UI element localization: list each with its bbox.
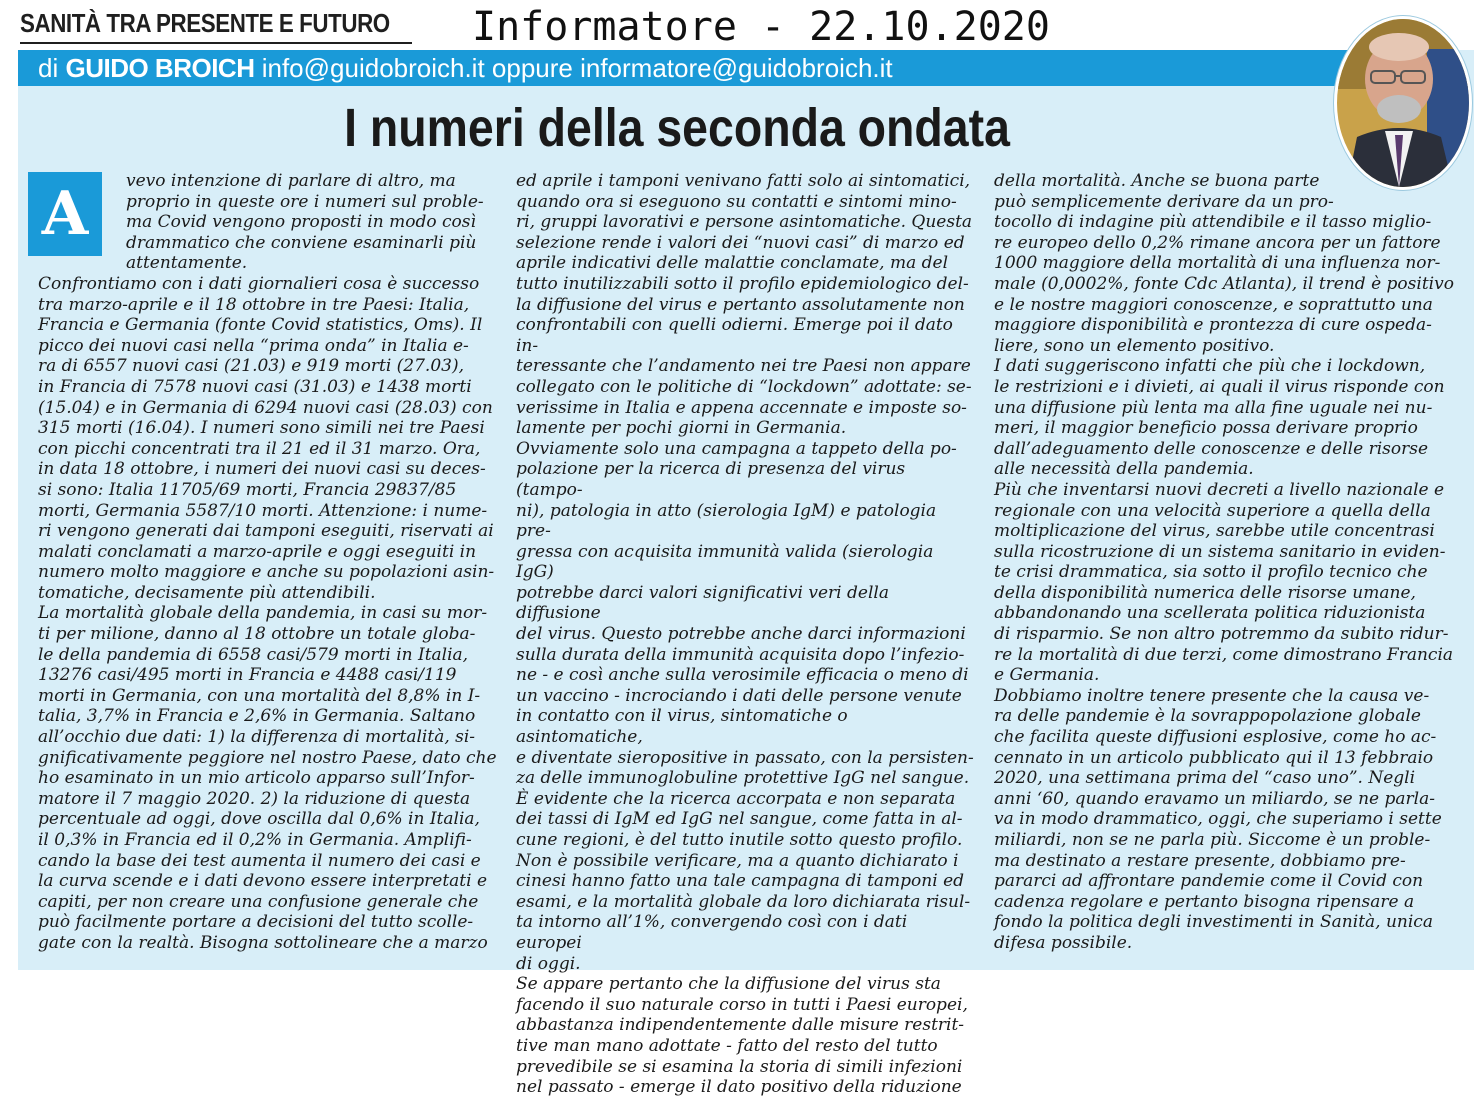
paragraph: I dati suggeriscono infatti che più che i lockdown, le restrizioni e i divieti, ai quali il virus risponde con una diffusione più lenta ma alla fine uguale nei nu- meri, il maggior beneficio possa derivare proprio dall’adeguamento delle conoscenze e delle risorse alle necessità della pandemia. [994,356,1445,480]
author-name: GUIDO BROICH [65,53,255,83]
article-column-3 [994,171,1454,971]
paragraph: Non è possibile verificare, ma a quanto dichiarato i cinesi hanno fatto una tale campagna di tamponi ed esami, e la mortalità globale da loro dichiarata risul- ta intorno all’1%, convergendo così con i dati europei di oggi. [516,850,971,974]
paragraph: Dobbiamo inoltre tenere presente che la causa ve- ra delle pandemie è la sovrappopolazione globale che facilita queste diffusioni esplosive, come ho ac- cennato in un articolo pubblicato qui il 13 febbraio 2020, una settimana prima del “caso uno”. Negli anni ‘60, quando eravamo un miliardo, se ne parla- va in modo drammatico, oggi, che superiamo i sette miliardi, non se ne parla più. Siccome è un proble- ma destinato a restare presente, dobbiamo pre- pararci ad affrontare pandemie come il Covid con cadenza regolare e pertanto bisogna ripensare a fondo la politica degli investimenti in Sanità, unica difesa possibile. [994,685,1442,953]
article-column-2 [516,171,976,1098]
paragraph: La mortalità globale della pandemia, in casi su mor- ti per milione, danno al 18 ottobre un totale globa- le della pandemia di 6558 casi/579 morti in Italia, 13276 casi/495 morti in Francia e 4488 casi/119 morti in Germania, con una mortalità del 8,8% in I- talia, 3,7% in Francia e 2,6% in Germania. Saltano all’occhio due dati: 1) la differenza di mortalità, si- gnificativamente peggiore nel nostro Paese, dato che ho esaminato in un mio articolo apparso sull’Infor- matore il 7 maggio 2020. 2) la riduzione di questa percentuale ad oggi, dove oscilla dal 0,6% in Italia, il 0,3% in Francia ed il 0,2% in Germania. Amplifi- cando la base dei test aumenta il numero dei casi e la curva scende e i dati devono essere interpretati e capiti, per non creare una confusione generale che può facilmente portare a decisioni del tutto scolle- gate con la realtà. Bisogna sottolineare che a marzo [38,603,497,953]
source-date-title: Informatore - 22.10.2020 [472,4,1050,50]
byline-prefix: di [38,53,59,83]
drop-cap: A [28,172,102,256]
rubric-underline [20,42,412,44]
author-portrait-image [1337,19,1469,187]
article-headline: I numeri della seconda ondata [344,98,1010,158]
paragraph: Se appare pertanto che la diffusione del virus sta facendo il suo naturale corso in tutti i Paesi europei, abbastanza indipendentemente dalle misure restrit- tive man mano adottate - fatto del resto del tutto prevedibile se si esamina la storia di simili infezioni nel passato - emerge il dato positivo della riduzione [516,974,968,1098]
paragraph: ed aprile i tamponi venivano fatti solo ai sintomatici, quando ora si eseguono su contatti e sintomi mino- ri, gruppi lavorativi e persone asintomatiche. Questa selezione rende i valori dei “nuovi casi” di marzo ed aprile indicativi delle malattie conclamate, ma del tutto inutilizzabili sotto il profilo epidemiologico del- la diffusione del virus e pertanto assolutamente non confrontabili con quelli odierni. Emerge poi il dato in- teressante che l’andamento nei tre Paesi non appare collegato con le politiche di “lockdown” adottate: se- verissime in Italia e appena accennate e imposte so- lamente per pochi giorni in Germania. [516,171,973,439]
paragraph: È evidente che la ricerca accorpata e non separata dei tassi di IgM ed IgG nel sangue, come fatta in al- cune regioni, è del tutto inutile sotto questo profilo. [516,788,963,850]
paragraph: della mortalità. Anche se buona parte può semplicemente derivare da un pro- tocollo di indagine più attendibile e il tasso miglio- re europeo dello 0,2% rimane ancora per un fattore 1000 maggiore della mortalità di una influenza nor- male (0,0002%, fonte Cdc Atlanta), il trend è positivo e le nostre maggiori conoscenze, e soprattutto una maggiore disponibilità e prontezza di cure ospeda- liere, sono un elemento positivo. [994,171,1454,356]
byline-bar [18,50,1428,86]
author-contacts: info@guidobroich.it oppure informatore@guidobroich.it [261,53,893,83]
article-column-1 [38,171,498,971]
paragraph: Confrontiamo con i dati giornalieri cosa è successo tra marzo-aprile e il 18 ottobre in tre Paesi: Italia, Francia e Germania (fonte Covid statistics, Oms). Il picco dei nuovi casi nella “prima onda” in Italia e- ra di 6557 nuovi casi (21.03) e 919 morti (27.03), in Francia di 7578 nuovi casi (31.03) e 1438 morti (15.04) e in Germania di 6294 nuovi casi (28.03) con 315 morti (16.04). I numeri sono simili nei tre Paesi con picchi concentrati tra il 21 ed il 31 marzo. Ora, in data 18 ottobre, i numeri dei nuovi casi su deces- si sono: Italia 11705/69 morti, Francia 29837/85 morti, Germania 5587/10 morti. Attenzione: i nume- ri vengono generati dai tamponi eseguiti, riservati ai malati conclamati a marzo-aprile e oggi eseguiti in numero molto maggiore e anche su popolazioni asin- tomatiche, decisamente più attendibili. [38,273,495,603]
author-photo [1334,16,1472,190]
paragraph: Più che inventarsi nuovi decreti a livello nazionale e regionale con una velocità superiore a quella della moltiplicazione del virus, sarebbe utile concentrasi sulla ricostruzione di un sistema sanitario in eviden- te crisi drammatica, sia sotto il profilo tecnico che della disponibilità numerica delle risorse umane, abbandonando una scellerata politica riduzionista di risparmio. Se non altro potremmo da subito ridur- re la mortalità di due terzi, come dimostrano Francia e Germania. [994,479,1454,686]
paragraph: Ovviamente solo una campagna a tappeto della po- polazione per la ricerca di presenza del virus (tampo- ni), patologia in atto (sierologia IgM) e patologia pre- gressa con acquisita immunità valida (sierologia IgG) potrebbe darci valori significativi veri della diffusione del virus. Questo potrebbe anche darci informazioni sulla durata della immunità acquisita dopo l’infezio- ne - e così anche sulla verosimile efficacia o meno di un vaccino - incrociando i dati delle persone venute in contatto con il virus, sintomatiche o asintomatiche, e diventate sieropositive in passato, con la persisten- za delle immunoglobuline protettive IgG nel sangue. [516,438,974,789]
paragraph: vevo intenzione di parlare di altro, ma proprio in queste ore i numeri sul proble- ma Covid vengono proposti in modo così drammatico che conviene esaminarli più attentamente. [126,171,484,274]
section-rubric: SANITÀ TRA PRESENTE E FUTURO [20,8,390,38]
